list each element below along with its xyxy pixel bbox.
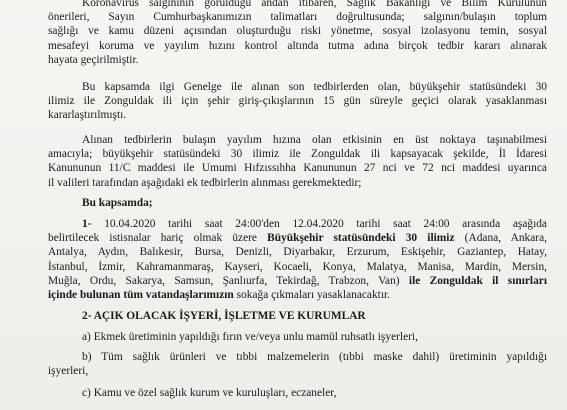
item-a [82, 330, 418, 344]
paragraph-scope [0, 80, 547, 123]
text-line: sağlığı ve kamu düzeni açısından oluşturduğu riski yönetme, sosyal izolasyonu temin, sosyal [48, 25, 547, 38]
heading-open-workplaces [82, 309, 366, 323]
text-line: içinde bulunan tüm vatandaşlarımızın sokağa çıkmaları yasaklanacaktır. [48, 289, 391, 302]
item-c [82, 386, 336, 400]
paragraph-measures [0, 133, 547, 190]
text-line: il valileri tarafından aşağıdaki ek tedbirlerin alınması gerekmektedir; [48, 176, 362, 189]
text-line: kararlaştırılmıştı. [48, 109, 127, 122]
text-line: Antalya, Aydın, Balıkesir, Bursa, Denizli, Diyarbakır, Erzurum, Eskişehir, Gaziantep, Hatay, [48, 246, 547, 259]
text-line: Alınan tedbirlerin bulaşın yayılım hızına olan etkisinin en üst noktaya taşınabilmesi [82, 134, 547, 146]
heading-text: Bu kapsamda; [82, 197, 153, 209]
item-1-curfew [0, 217, 547, 302]
text-line: Bu kapsamda ilgi Genelge ile alınan son tedbirlerden olan, büyükşehir statüsündeki 30 [82, 81, 547, 93]
text-line: Muğla, Ordu, Sakarya, Samsun, Şanlıurfa, Tekirdağ, Trabzon, Van) ile Zonguldak il sınırları [48, 274, 547, 287]
text-line: ilimiz ile Zonguldak ili için şehir giriş-çıkışlarının 15 gün süreyle geçici olarak yasaklanması [48, 95, 547, 108]
item-number: 1- [82, 218, 92, 230]
text-line: Kanununun 11/C maddesi ile Umumi Hıfzıssıhha Kanununun 27 nci ve 72 nci maddesi uyarınca [48, 162, 547, 175]
heading-bu-kapsamda [82, 196, 153, 210]
text-line: amacıyla; büyükşehir statüsündeki 30 ilimiz ile Zonguldak ili kapsayacak şekilde, İl İdaresi [48, 148, 547, 161]
paragraph-intro [0, 0, 547, 67]
text-line: 1- 10.04.2020 tarihi saat 24:00'den 12.04.2020 tarihi saat 24:00 arasında aşağıda [82, 218, 547, 230]
item-b [0, 350, 547, 378]
text-line: belirtilecek istisnalar hariç olmak üzere Büyükşehir statüsündeki 30 ilimiz (Adana, Ankara, [48, 232, 547, 245]
text-line: Koronavirüs salgınının görüldüğü andan itibaren, Sağlık Bakanlığı ve Bilim Kurulunun [82, 0, 547, 9]
text-line: a) Ekmek üretiminin yapıldığı fırın ve/veya unlu mamül ruhsatlı işyerleri, [82, 331, 418, 343]
text-line: işyerleri, [48, 365, 89, 378]
text-line: İstanbul, İzmir, Kahramanmaraş, Kayseri, Kocaeli, Konya, Malatya, Manisa, Mardin, Mersin, [48, 260, 547, 273]
text-line: b) Tüm sağlık ürünleri ve tıbbi malzemelerin (tıbbi maske dahil) üretiminin yapıldığı [82, 351, 547, 363]
text-line: hayata geçirilmiştir. [48, 53, 139, 66]
heading-text: 2- AÇIK OLACAK İŞYERİ, İŞLETME VE KURUMLAR [82, 310, 366, 322]
text-line: mesafeyi koruma ve yayılım hızını kontrol altında tutma adına birçok tedbir kararı alınarak [48, 39, 547, 52]
text-line: c) Kamu ve özel sağlık kurum ve kuruluşları, eczaneler, [82, 387, 337, 399]
text-line: önerileri, Sayın Cumhurbaşkanımızın talimatları doğrultusunda; salgının/bulaşın toplum [48, 11, 547, 24]
